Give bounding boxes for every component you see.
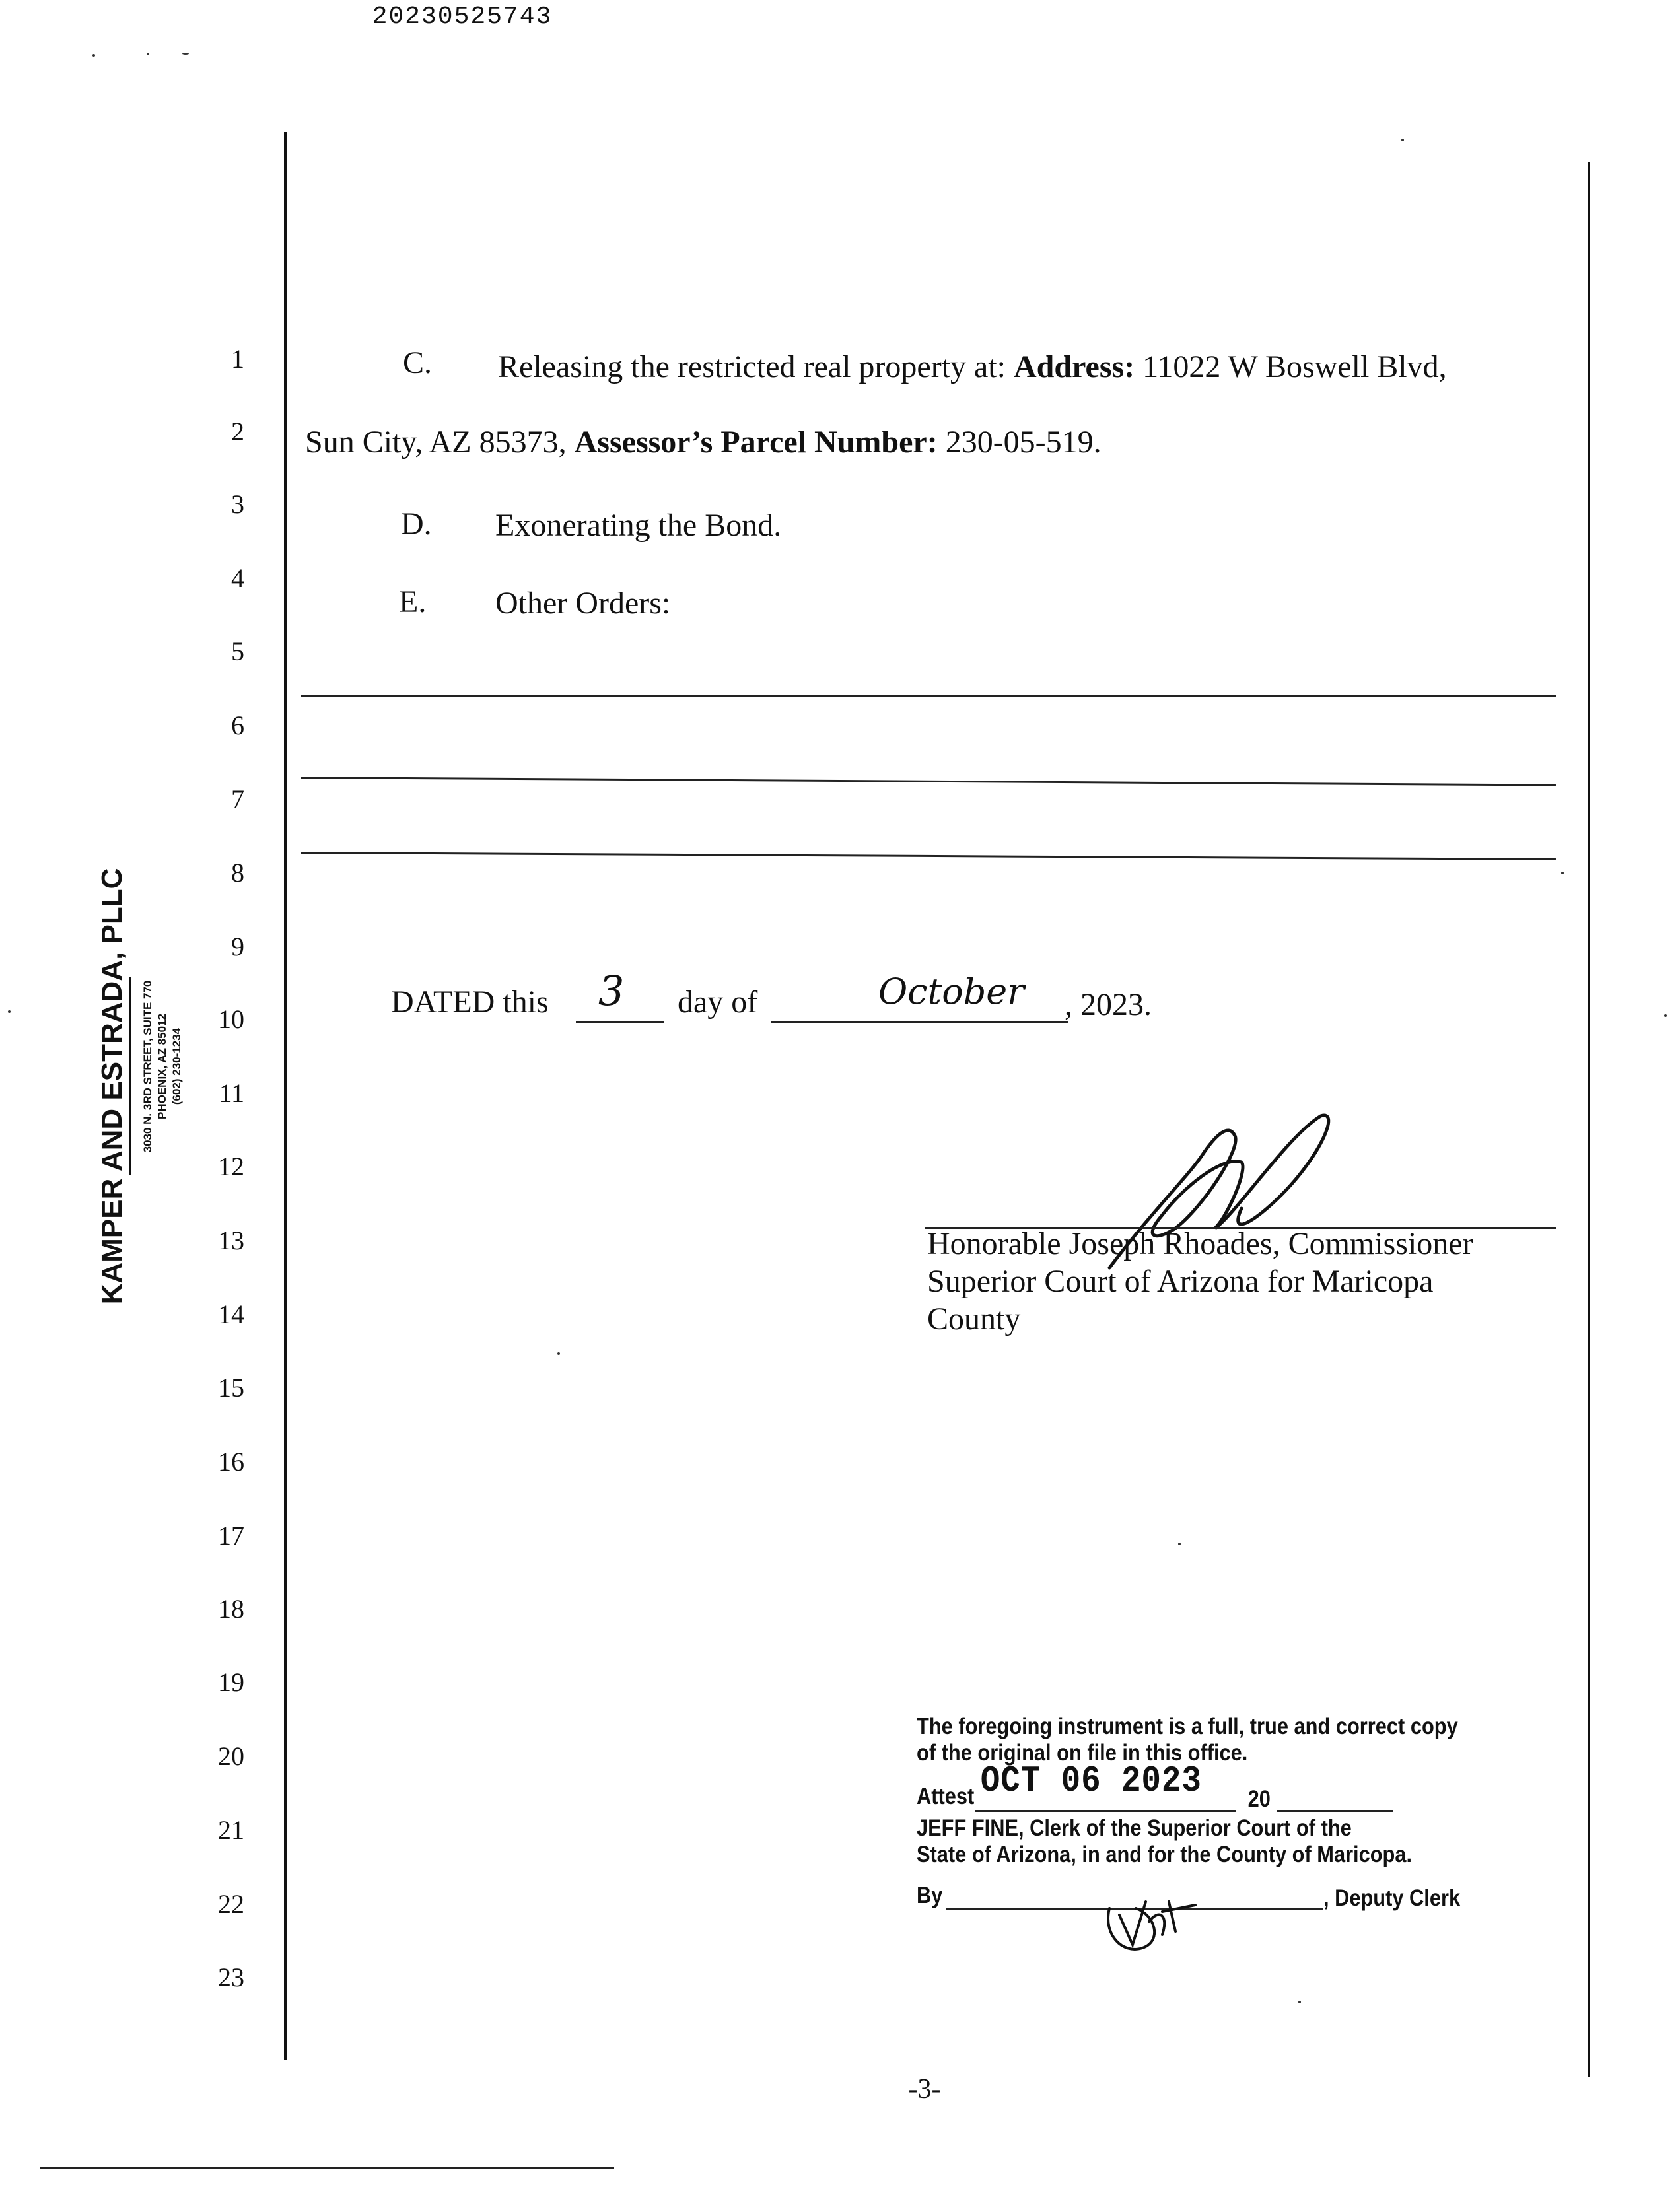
order-d-letter: D. [401, 506, 432, 541]
order-c-line2 [305, 424, 1102, 460]
apn-number: 230-05-519. [945, 425, 1102, 460]
line-number: 17 [218, 1521, 244, 1550]
left-margin-rule [284, 132, 287, 2060]
order-c-letter: C. [403, 345, 433, 380]
line-number: 3 [231, 489, 244, 519]
clerk-line: JEFF FINE, Clerk of the Superior Court of the [917, 1815, 1352, 1841]
line-number: 8 [231, 858, 244, 887]
scan-speck [1401, 139, 1404, 141]
line-number: 7 [231, 784, 244, 814]
firm-address [141, 981, 184, 1153]
day-blank [576, 1021, 664, 1023]
by-label: By [917, 1883, 943, 1908]
order-c-text: Releasing the restricted real property at: [498, 349, 1006, 384]
scan-speck [182, 53, 189, 55]
line-number: 5 [231, 637, 244, 666]
county-name: County [927, 1302, 1021, 1336]
attest-label: Attest [917, 1784, 975, 1809]
line-number: 10 [218, 1004, 244, 1034]
dated-day: 3 [598, 967, 625, 1015]
page-number: -3- [908, 2074, 941, 2104]
firm-address-line: 3030 N. 3RD STREET, SUITE 770 [141, 980, 154, 1153]
order-d-text: Exonerating the Bond. [495, 508, 782, 543]
line-number: 12 [218, 1152, 244, 1181]
line-number: 6 [231, 711, 244, 740]
line-number: 1 [231, 344, 244, 374]
attest-line-tail [1277, 1810, 1393, 1812]
signature-block [927, 1225, 1473, 1338]
line-number: 15 [218, 1373, 244, 1403]
deputy-label: , Deputy Clerk [1323, 1885, 1461, 1911]
line-number: 19 [218, 1667, 244, 1697]
scan-speck [557, 1352, 560, 1355]
dated-month: October [878, 971, 1025, 1012]
firm-name: KAMPER AND ESTRADA, PLLC [96, 868, 128, 1305]
order-e-letter: E. [399, 584, 427, 619]
attest-line [975, 1810, 1236, 1812]
address-label: Address: [1014, 349, 1135, 384]
property-city: Sun City, AZ 85373, [305, 425, 567, 460]
attest-row [917, 1760, 1458, 1815]
line-number: 21 [218, 1815, 244, 1845]
dated-suffix: , 2023. [1065, 987, 1152, 1022]
order-e-text: Other Orders: [495, 586, 671, 621]
judge-name: Honorable Joseph Rhoades, Commissioner [927, 1226, 1473, 1261]
scan-speck [8, 1010, 11, 1013]
firm-address-line: (602) 230-1234 [170, 1027, 183, 1105]
certification-block [917, 1714, 1461, 1913]
line-number: 18 [218, 1594, 244, 1624]
scan-speck [1561, 872, 1564, 874]
attest-date-stamp: OCT 06 2023 [980, 1760, 1202, 1802]
other-orders-blank-line [301, 777, 1556, 786]
dated-middle: day of [678, 985, 758, 1020]
line-number: 2 [231, 417, 244, 446]
recording-number: 20230525743 [372, 3, 553, 31]
line-number: 14 [218, 1300, 244, 1329]
line-number: 16 [218, 1447, 244, 1476]
line-number: 11 [219, 1078, 244, 1108]
line-number: 13 [218, 1226, 244, 1255]
scan-speck [147, 53, 149, 55]
deputy-initials-mark [1096, 1889, 1202, 1961]
clerk-line: State of Arizona, in and for the County of Maricopa. [917, 1842, 1413, 1867]
court-name: Superior Court of Arizona for Maricopa [927, 1264, 1434, 1299]
footer-rule [40, 2167, 614, 2169]
property-address: 11022 W Boswell Blvd, [1142, 349, 1447, 384]
cert-line: The foregoing instrument is a full, true and correct copy [917, 1714, 1458, 1739]
firm-address-line: PHOENIX, AZ 85012 [156, 1014, 168, 1119]
other-orders-blank-line [301, 695, 1556, 697]
apn-label: Assessor’s Parcel Number: [574, 425, 938, 460]
attest-year-prefix: 20 [1247, 1786, 1271, 1812]
scan-speck [1178, 1543, 1181, 1545]
dated-prefix: DATED this [391, 985, 549, 1020]
line-number: 22 [218, 1889, 244, 1919]
month-blank [771, 1021, 1068, 1023]
order-c-line1 [498, 349, 1447, 385]
line-number: 4 [231, 563, 244, 593]
line-number: 20 [218, 1741, 244, 1771]
other-orders-blank-line [301, 852, 1556, 860]
cert-line: of the original on file in this office. [917, 1740, 1248, 1766]
scan-speck [1664, 1014, 1667, 1017]
scan-speck [1298, 2001, 1301, 2003]
right-margin-rule [1588, 162, 1590, 2077]
line-number: 9 [231, 932, 244, 961]
scan-speck [92, 54, 95, 57]
firm-name-underline [129, 977, 131, 1175]
line-number: 23 [218, 1962, 244, 1992]
